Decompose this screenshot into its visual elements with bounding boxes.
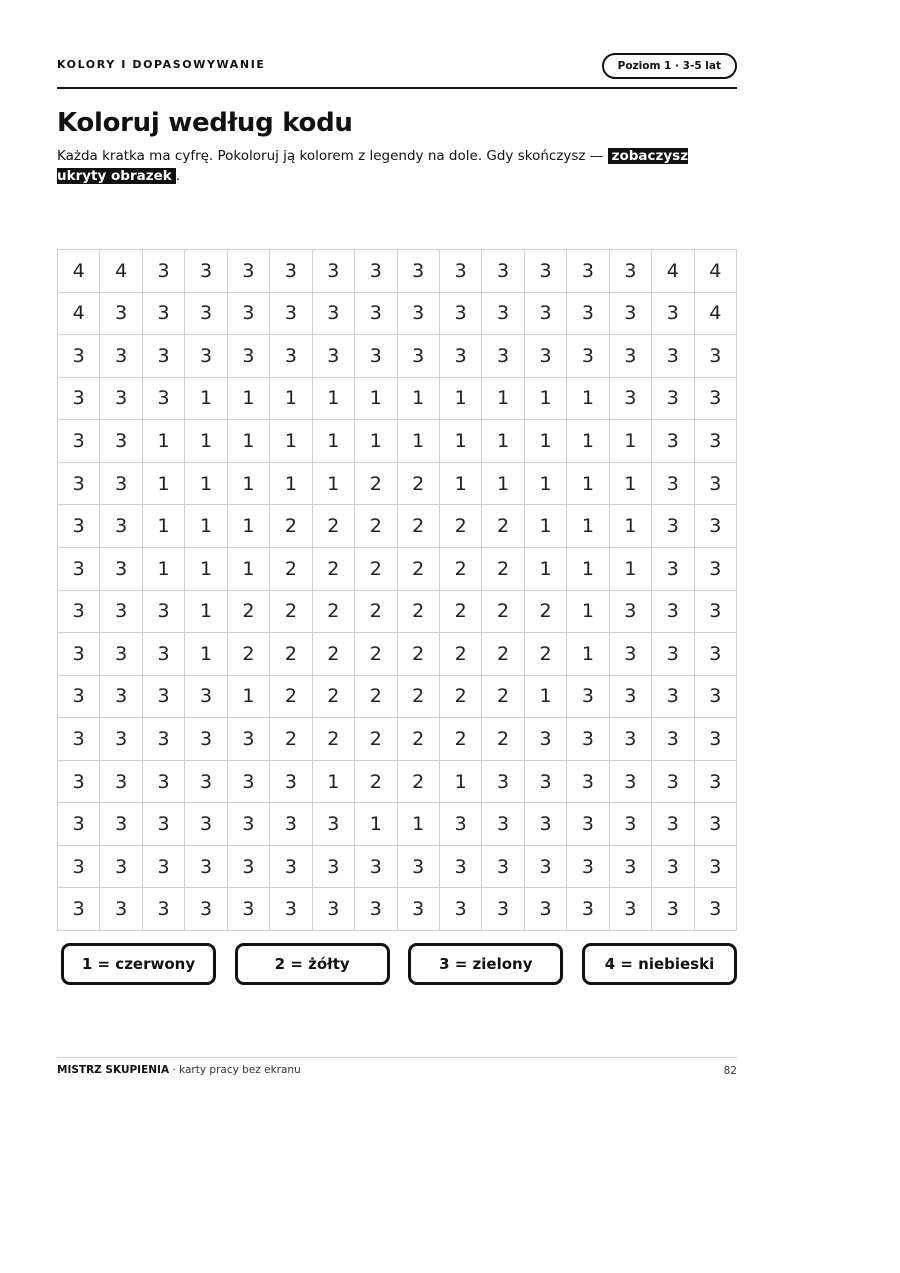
grid-cell[interactable]: 2 (397, 675, 439, 718)
grid-cell[interactable]: 2 (270, 505, 312, 548)
grid-cell[interactable]: 1 (609, 505, 651, 548)
grid-cell[interactable]: 2 (482, 547, 524, 590)
grid-cell[interactable]: 1 (227, 675, 269, 718)
grid-cell[interactable]: 3 (652, 590, 694, 633)
grid-cell[interactable]: 3 (58, 335, 100, 378)
grid-table (57, 249, 737, 931)
grid-cell[interactable]: 3 (652, 888, 694, 931)
grid-cell[interactable]: 2 (355, 633, 397, 676)
grid-cell[interactable]: 3 (694, 547, 736, 590)
grid-cell[interactable]: 2 (439, 675, 481, 718)
grid-cell[interactable]: 2 (397, 633, 439, 676)
grid-cell[interactable]: 2 (270, 590, 312, 633)
grid-cell[interactable]: 3 (270, 292, 312, 335)
grid-cell[interactable]: 3 (609, 845, 651, 888)
grid-cell[interactable]: 2 (439, 547, 481, 590)
grid-cell[interactable]: 2 (312, 590, 354, 633)
grid-cell[interactable]: 1 (397, 377, 439, 420)
grid-cell[interactable]: 2 (439, 718, 481, 761)
grid-cell[interactable]: 3 (58, 845, 100, 888)
page-number: 82 (723, 1065, 737, 1077)
grid-cell[interactable]: 3 (482, 888, 524, 931)
grid-cell[interactable]: 3 (185, 292, 227, 335)
grid-cell[interactable]: 3 (312, 803, 354, 846)
grid-row (58, 590, 737, 633)
grid-cell[interactable]: 3 (100, 505, 142, 548)
grid-cell[interactable]: 2 (439, 633, 481, 676)
grid-cell[interactable]: 3 (142, 675, 184, 718)
grid-cell[interactable]: 1 (567, 420, 609, 463)
grid-cell[interactable]: 1 (270, 462, 312, 505)
grid-cell[interactable]: 2 (355, 590, 397, 633)
grid-cell[interactable]: 3 (227, 335, 269, 378)
grid-cell[interactable]: 2 (227, 590, 269, 633)
grid-cell[interactable]: 1 (609, 462, 651, 505)
grid-cell[interactable]: 2 (227, 633, 269, 676)
intro-highlight: zobaczysz ukryty obrazek (57, 148, 689, 184)
grid-cell[interactable]: 1 (567, 633, 609, 676)
grid-cell[interactable]: 1 (524, 420, 566, 463)
grid-cell[interactable]: 3 (524, 803, 566, 846)
grid-cell[interactable]: 3 (312, 888, 354, 931)
grid-cell[interactable]: 3 (100, 462, 142, 505)
grid-cell[interactable]: 2 (397, 505, 439, 548)
grid-cell[interactable]: 1 (227, 377, 269, 420)
grid-cell[interactable]: 3 (482, 803, 524, 846)
grid-cell[interactable]: 1 (355, 377, 397, 420)
grid-cell[interactable]: 3 (567, 718, 609, 761)
grid-cell[interactable]: 2 (270, 633, 312, 676)
grid-cell[interactable]: 3 (439, 803, 481, 846)
grid-row (58, 718, 737, 761)
grid-cell[interactable]: 3 (355, 888, 397, 931)
grid-cell[interactable]: 3 (100, 633, 142, 676)
grid-cell[interactable]: 1 (142, 420, 184, 463)
grid-cell[interactable]: 3 (652, 462, 694, 505)
grid-cell[interactable]: 3 (227, 845, 269, 888)
grid-cell[interactable]: 3 (524, 718, 566, 761)
legend-item: 2 = żółty (235, 943, 390, 985)
grid-cell[interactable]: 3 (567, 292, 609, 335)
grid-row (58, 377, 737, 420)
grid-cell[interactable]: 2 (312, 675, 354, 718)
grid-cell[interactable]: 2 (355, 462, 397, 505)
grid-cell[interactable]: 2 (312, 718, 354, 761)
grid-cell[interactable]: 3 (312, 335, 354, 378)
grid-cell[interactable]: 3 (609, 335, 651, 378)
grid-cell[interactable]: 3 (58, 888, 100, 931)
grid-cell[interactable]: 3 (185, 760, 227, 803)
grid-cell[interactable]: 1 (312, 377, 354, 420)
grid-cell[interactable]: 1 (567, 590, 609, 633)
grid-cell[interactable]: 1 (524, 505, 566, 548)
grid-cell[interactable]: 3 (609, 718, 651, 761)
grid-cell[interactable]: 1 (185, 633, 227, 676)
grid-cell[interactable]: 1 (482, 462, 524, 505)
grid-cell[interactable]: 4 (652, 250, 694, 293)
grid-cell[interactable]: 3 (185, 888, 227, 931)
grid-cell[interactable]: 3 (100, 888, 142, 931)
grid-cell[interactable]: 3 (652, 335, 694, 378)
grid-cell[interactable]: 3 (227, 718, 269, 761)
grid-cell[interactable]: 3 (694, 888, 736, 931)
grid-cell[interactable]: 3 (652, 718, 694, 761)
grid-cell[interactable]: 3 (609, 803, 651, 846)
grid-cell[interactable]: 2 (312, 505, 354, 548)
grid-cell[interactable]: 3 (142, 590, 184, 633)
grid-cell[interactable]: 3 (100, 547, 142, 590)
grid-cell[interactable]: 3 (100, 845, 142, 888)
grid-cell[interactable]: 1 (355, 420, 397, 463)
grid-cell[interactable]: 3 (694, 420, 736, 463)
grid-cell[interactable]: 1 (567, 547, 609, 590)
grid-row (58, 547, 737, 590)
color-by-number-grid (57, 249, 737, 931)
grid-cell[interactable]: 3 (694, 760, 736, 803)
grid-cell[interactable]: 2 (397, 718, 439, 761)
grid-cell[interactable]: 1 (524, 377, 566, 420)
grid-cell[interactable]: 3 (694, 335, 736, 378)
grid-cell[interactable]: 1 (270, 377, 312, 420)
grid-cell[interactable]: 3 (58, 505, 100, 548)
grid-cell[interactable]: 3 (609, 633, 651, 676)
grid-cell[interactable]: 3 (355, 335, 397, 378)
grid-cell[interactable]: 3 (567, 675, 609, 718)
grid-cell[interactable]: 3 (482, 250, 524, 293)
grid-cell[interactable]: 1 (227, 547, 269, 590)
grid-cell[interactable]: 2 (397, 462, 439, 505)
grid-cell[interactable]: 2 (482, 590, 524, 633)
grid-cell[interactable]: 3 (58, 547, 100, 590)
legend-item: 1 = czerwony (61, 943, 216, 985)
grid-cell[interactable]: 3 (652, 633, 694, 676)
grid-cell[interactable]: 3 (100, 420, 142, 463)
grid-cell[interactable]: 3 (694, 718, 736, 761)
grid-cell[interactable]: 3 (58, 590, 100, 633)
grid-cell[interactable]: 3 (609, 292, 651, 335)
grid-cell[interactable]: 3 (652, 845, 694, 888)
grid-cell[interactable]: 3 (100, 590, 142, 633)
grid-cell[interactable]: 3 (227, 803, 269, 846)
grid-cell[interactable]: 3 (227, 250, 269, 293)
grid-row (58, 803, 737, 846)
grid-cell[interactable]: 3 (100, 675, 142, 718)
grid-cell[interactable]: 1 (142, 462, 184, 505)
grid-cell[interactable]: 3 (524, 845, 566, 888)
grid-cell[interactable]: 3 (100, 760, 142, 803)
intro-text (57, 146, 697, 186)
page-footer (57, 1057, 737, 1076)
grid-row (58, 292, 737, 335)
grid-cell[interactable]: 3 (652, 505, 694, 548)
grid-cell[interactable]: 1 (185, 505, 227, 548)
grid-cell[interactable]: 3 (652, 803, 694, 846)
grid-cell[interactable]: 4 (58, 292, 100, 335)
grid-cell[interactable]: 1 (227, 462, 269, 505)
grid-cell[interactable]: 3 (609, 590, 651, 633)
grid-cell[interactable]: 1 (312, 420, 354, 463)
grid-cell[interactable]: 3 (312, 292, 354, 335)
grid-cell[interactable]: 3 (397, 250, 439, 293)
grid-cell[interactable]: 1 (142, 505, 184, 548)
grid-cell[interactable]: 3 (142, 760, 184, 803)
grid-cell[interactable]: 3 (397, 335, 439, 378)
grid-row (58, 462, 737, 505)
grid-cell[interactable]: 3 (142, 633, 184, 676)
grid-cell[interactable]: 3 (100, 377, 142, 420)
grid-cell[interactable]: 3 (58, 675, 100, 718)
grid-cell[interactable]: 3 (694, 845, 736, 888)
grid-cell[interactable]: 3 (652, 547, 694, 590)
grid-cell[interactable]: 1 (270, 420, 312, 463)
grid-cell[interactable]: 3 (439, 888, 481, 931)
grid-cell[interactable]: 3 (270, 335, 312, 378)
grid-cell[interactable]: 3 (100, 803, 142, 846)
grid-cell[interactable]: 3 (439, 335, 481, 378)
grid-cell[interactable]: 3 (270, 803, 312, 846)
grid-cell[interactable]: 3 (142, 292, 184, 335)
grid-row (58, 845, 737, 888)
grid-cell[interactable]: 1 (312, 462, 354, 505)
grid-cell[interactable]: 3 (439, 845, 481, 888)
grid-cell[interactable]: 3 (652, 420, 694, 463)
grid-cell[interactable]: 4 (58, 250, 100, 293)
grid-cell[interactable]: 2 (355, 547, 397, 590)
level-badge: Poziom 1 · 3-5 lat (602, 53, 737, 79)
footer-tagline: · karty pracy bez ekranu (169, 1064, 301, 1076)
grid-cell[interactable]: 3 (355, 250, 397, 293)
grid-cell[interactable]: 2 (355, 675, 397, 718)
grid-cell[interactable]: 3 (58, 633, 100, 676)
grid-cell[interactable]: 1 (567, 462, 609, 505)
grid-cell[interactable]: 3 (185, 718, 227, 761)
footer-brand: MISTRZ SKUPIENIA (57, 1064, 170, 1076)
grid-cell[interactable]: 1 (312, 760, 354, 803)
grid-cell[interactable]: 1 (185, 377, 227, 420)
grid-cell[interactable]: 2 (270, 718, 312, 761)
grid-cell[interactable]: 3 (312, 845, 354, 888)
grid-cell[interactable]: 1 (185, 462, 227, 505)
grid-cell[interactable]: 2 (312, 547, 354, 590)
grid-cell[interactable]: 3 (355, 845, 397, 888)
grid-cell[interactable]: 3 (609, 760, 651, 803)
grid-cell[interactable]: 3 (439, 250, 481, 293)
legend-item: 4 = niebieski (582, 943, 737, 985)
grid-cell[interactable]: 3 (397, 292, 439, 335)
grid-cell[interactable]: 3 (397, 845, 439, 888)
grid-cell[interactable]: 1 (355, 803, 397, 846)
grid-cell[interactable]: 2 (482, 633, 524, 676)
grid-cell[interactable]: 3 (694, 633, 736, 676)
grid-cell[interactable]: 3 (227, 888, 269, 931)
grid-cell[interactable]: 2 (439, 590, 481, 633)
grid-cell[interactable]: 3 (652, 760, 694, 803)
grid-cell[interactable]: 3 (142, 250, 184, 293)
grid-cell[interactable]: 1 (567, 377, 609, 420)
grid-cell[interactable]: 2 (482, 675, 524, 718)
grid-cell[interactable]: 3 (142, 803, 184, 846)
grid-cell[interactable]: 2 (524, 590, 566, 633)
grid-cell[interactable]: 3 (185, 335, 227, 378)
grid-cell[interactable]: 3 (524, 888, 566, 931)
grid-cell[interactable]: 3 (58, 377, 100, 420)
grid-cell[interactable]: 2 (482, 505, 524, 548)
grid-cell[interactable]: 3 (58, 803, 100, 846)
grid-cell[interactable]: 3 (609, 675, 651, 718)
grid-cell[interactable]: 3 (227, 760, 269, 803)
grid-cell[interactable]: 3 (524, 760, 566, 803)
grid-cell[interactable]: 3 (482, 845, 524, 888)
grid-row (58, 888, 737, 931)
grid-cell[interactable]: 3 (100, 292, 142, 335)
grid-cell[interactable]: 3 (312, 250, 354, 293)
grid-cell[interactable]: 4 (694, 250, 736, 293)
grid-cell[interactable]: 3 (609, 250, 651, 293)
grid-cell[interactable]: 3 (185, 803, 227, 846)
grid-cell[interactable]: 1 (227, 505, 269, 548)
color-legend (61, 943, 737, 985)
grid-cell[interactable]: 2 (355, 760, 397, 803)
grid-cell[interactable]: 3 (142, 377, 184, 420)
grid-cell[interactable]: 2 (270, 675, 312, 718)
grid-cell[interactable]: 3 (694, 377, 736, 420)
grid-cell[interactable]: 1 (524, 675, 566, 718)
grid-cell[interactable]: 1 (609, 547, 651, 590)
grid-cell[interactable]: 3 (524, 335, 566, 378)
grid-cell[interactable]: 3 (58, 718, 100, 761)
intro-end: . (175, 168, 180, 184)
grid-cell[interactable]: 3 (142, 335, 184, 378)
grid-cell[interactable]: 3 (185, 675, 227, 718)
grid-cell[interactable]: 1 (397, 420, 439, 463)
grid-cell[interactable]: 2 (482, 718, 524, 761)
grid-cell[interactable]: 3 (482, 292, 524, 335)
grid-cell[interactable]: 2 (397, 760, 439, 803)
grid-cell[interactable]: 2 (312, 633, 354, 676)
grid-row (58, 505, 737, 548)
grid-cell[interactable]: 3 (270, 888, 312, 931)
grid-cell[interactable]: 3 (227, 292, 269, 335)
grid-cell[interactable]: 1 (185, 590, 227, 633)
grid-cell[interactable]: 1 (482, 420, 524, 463)
page-title: Koloruj według kodu (57, 108, 353, 138)
grid-cell[interactable]: 3 (270, 845, 312, 888)
grid-cell[interactable]: 3 (58, 420, 100, 463)
grid-cell[interactable]: 2 (355, 718, 397, 761)
grid-cell[interactable]: 3 (142, 718, 184, 761)
grid-cell[interactable]: 3 (567, 335, 609, 378)
grid-cell[interactable]: 3 (100, 718, 142, 761)
grid-cell[interactable]: 3 (58, 760, 100, 803)
grid-row (58, 760, 737, 803)
grid-cell[interactable]: 2 (439, 505, 481, 548)
grid-cell[interactable]: 1 (439, 462, 481, 505)
grid-cell[interactable]: 3 (609, 888, 651, 931)
grid-cell[interactable]: 1 (142, 547, 184, 590)
grid-cell[interactable]: 1 (439, 760, 481, 803)
grid-cell[interactable]: 1 (482, 377, 524, 420)
grid-cell[interactable]: 3 (270, 250, 312, 293)
grid-cell[interactable]: 3 (567, 250, 609, 293)
grid-cell[interactable]: 1 (524, 547, 566, 590)
grid-row (58, 633, 737, 676)
grid-row (58, 335, 737, 378)
grid-cell[interactable]: 3 (270, 760, 312, 803)
grid-cell[interactable]: 1 (567, 505, 609, 548)
grid-cell[interactable]: 2 (397, 547, 439, 590)
grid-cell[interactable]: 3 (694, 505, 736, 548)
grid-cell[interactable]: 3 (355, 292, 397, 335)
grid-cell[interactable]: 1 (439, 420, 481, 463)
grid-cell[interactable]: 3 (652, 675, 694, 718)
grid-cell[interactable]: 3 (694, 803, 736, 846)
grid-cell[interactable]: 1 (609, 420, 651, 463)
grid-cell[interactable]: 2 (524, 633, 566, 676)
grid-cell[interactable]: 3 (609, 377, 651, 420)
grid-cell[interactable]: 3 (567, 803, 609, 846)
grid-cell[interactable]: 3 (185, 250, 227, 293)
grid-cell[interactable]: 2 (270, 547, 312, 590)
legend-item: 3 = zielony (408, 943, 563, 985)
grid-cell[interactable]: 3 (100, 335, 142, 378)
grid-cell[interactable]: 3 (439, 292, 481, 335)
grid-cell[interactable]: 1 (185, 420, 227, 463)
grid-cell[interactable]: 3 (652, 377, 694, 420)
grid-cell[interactable]: 3 (567, 888, 609, 931)
grid-cell[interactable]: 4 (694, 292, 736, 335)
grid-cell[interactable]: 3 (482, 335, 524, 378)
grid-cell[interactable]: 2 (355, 505, 397, 548)
grid-cell[interactable]: 1 (227, 420, 269, 463)
grid-row (58, 420, 737, 463)
grid-row (58, 675, 737, 718)
grid-cell[interactable]: 3 (694, 462, 736, 505)
grid-cell[interactable]: 1 (524, 462, 566, 505)
grid-cell[interactable]: 3 (524, 250, 566, 293)
grid-cell[interactable]: 1 (397, 803, 439, 846)
grid-cell[interactable]: 3 (142, 888, 184, 931)
grid-cell[interactable]: 3 (567, 760, 609, 803)
page-header (57, 53, 737, 89)
grid-cell[interactable]: 3 (482, 760, 524, 803)
grid-cell[interactable]: 4 (100, 250, 142, 293)
grid-row (58, 250, 737, 293)
section-label: KOLORY I DOPASOWYWANIE (57, 58, 266, 71)
intro-body: Każda kratka ma cyfrę. Pokoloruj ją kolorem z legendy na dole. Gdy skończysz — (57, 148, 608, 164)
grid-cell[interactable]: 3 (567, 845, 609, 888)
grid-cell[interactable]: 3 (524, 292, 566, 335)
grid-cell[interactable]: 3 (142, 845, 184, 888)
grid-cell[interactable]: 2 (397, 590, 439, 633)
grid-cell[interactable]: 3 (185, 845, 227, 888)
grid-cell[interactable]: 3 (652, 292, 694, 335)
grid-cell[interactable]: 3 (694, 675, 736, 718)
grid-cell[interactable]: 3 (694, 590, 736, 633)
grid-cell[interactable]: 3 (397, 888, 439, 931)
grid-cell[interactable]: 1 (439, 377, 481, 420)
grid-cell[interactable]: 3 (58, 462, 100, 505)
grid-cell[interactable]: 1 (185, 547, 227, 590)
